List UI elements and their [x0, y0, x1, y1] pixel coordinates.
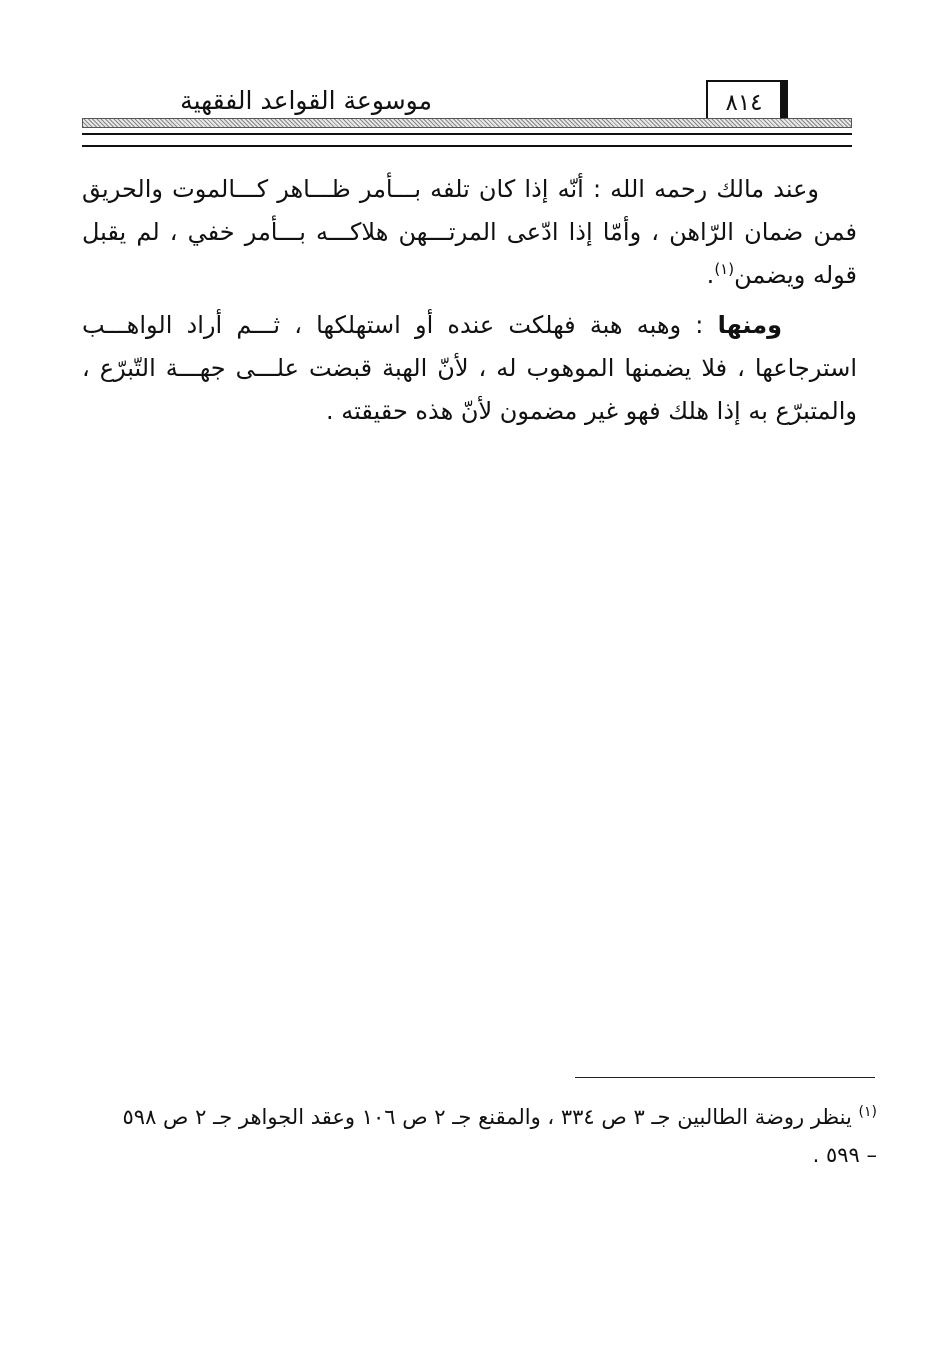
main-text [82, 168, 857, 440]
footnote-marker: (١) [858, 1104, 877, 1120]
footnote-separator [575, 1077, 875, 1078]
running-head-book-title: موسوعة القواعد الفقهية [180, 86, 432, 115]
header-ornament-band [82, 118, 852, 128]
paragraph-gift-example [82, 304, 857, 433]
footnote [112, 1093, 877, 1174]
paragraph-2-text: : وهبه هبة فهلكت عنده أو استهلكها ، ثـــم أراد الواهـــب استرجاعها ، فلا يضمنها الموهوب له ، لأنّ الهبة قبضت علـــى جهـــة التّبرّع ، والمتبرّع به إذا هلك فهو غير مضمون لأنّ هذه حقيقته . [82, 311, 857, 425]
paragraph-1-end: . [706, 261, 715, 289]
page-header [82, 78, 852, 158]
paragraph-1-text: وعند مالك رحمه الله : أنّه إذا كان تلفه بـــأمر ظـــاهر كـــالموت والحريق فمن ضمان الرّاهن ، وأمّا إذا ادّعى المرتـــهن هلاكـــه بـــأمر خفي ، لم يقبل قوله ويضمن [82, 175, 857, 289]
page-number: ٨١٤ [706, 80, 788, 126]
footnote-reference: (١) [714, 260, 735, 278]
header-rule-lower [82, 145, 852, 147]
header-rule-upper [82, 133, 852, 135]
paragraph-lead-word: ومنها [717, 311, 782, 339]
footnote-text: ينظر روضة الطالبين جـ ٣ ص ٣٣٤ ، والمقنع جـ ٢ ص ١٠٦ وعقد الجواهر جـ ٢ ص ٥٩٨ – ٥٩٩ . [122, 1105, 877, 1167]
paragraph-maliki-opinion [82, 168, 857, 297]
